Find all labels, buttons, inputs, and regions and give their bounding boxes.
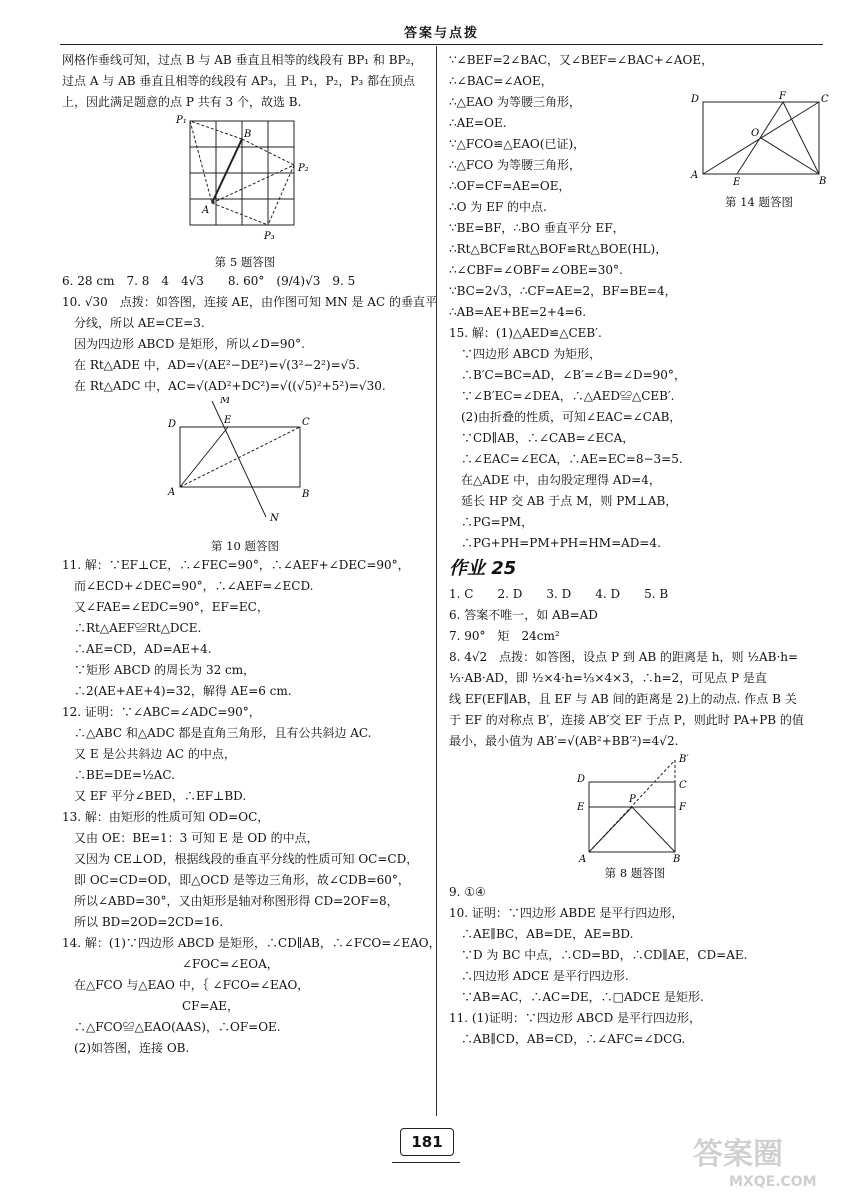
fig8-label: P [629, 794, 636, 805]
text-line: ∵矩形 ABCD 的周长为 32 cm， [62, 663, 256, 677]
fig8-label: A [579, 854, 587, 864]
text-line: ∴Rt△BCF≌Rt△BOF≌Rt△BOE(HL)， [449, 242, 668, 256]
fig5-label: B [244, 129, 252, 140]
text-line: (2)由折叠的性质，可知∠EAC=∠CAB， [449, 410, 682, 424]
fig14-label: C [821, 94, 829, 105]
left-text-block-a [62, 50, 428, 113]
fig14-label: B [819, 176, 827, 186]
right-text-block-b [449, 584, 821, 752]
figure-5 [62, 113, 428, 253]
fig8-label: F [679, 802, 686, 813]
right-top-area [449, 50, 829, 554]
fig10-label: E [224, 415, 232, 426]
fig14-label: O [751, 128, 760, 139]
text-line: ∴△ABC 和△ADC 都是直角三角形，且有公共斜边 AC. [62, 726, 372, 740]
text-line: 而∠ECD+∠DEC=90°，∴∠AEF=∠ECD. [62, 579, 314, 593]
text-line: 所以∠ABD=30°，又由矩形是轴对称图形得 CD=2OF=8， [62, 894, 399, 908]
figure-10-diagram [62, 397, 428, 537]
text-line: 又由 OE：BE=1：3 可知 E 是 OD 的中点， [62, 831, 319, 845]
left-text-block-c [62, 555, 441, 1059]
column-divider [436, 46, 437, 1116]
fig5-label: P₂ [298, 163, 309, 174]
text-line: ∵D 为 BC 中点，∴CD=BD，∴CD∥AE，CD=AE. [449, 948, 748, 962]
fig10-label: B [302, 489, 310, 500]
text-line: 又∠FAE=∠EDC=90°，EF=EC， [62, 600, 269, 614]
fig10-label: M [220, 397, 231, 406]
fig5-label: A [202, 205, 210, 216]
text-line: ∴AB=AE+BE=2+4=6. [449, 305, 587, 319]
text-line: 所以 BD=2OD=2CD=16. [62, 915, 224, 929]
text-line: 过点 A 与 AB 垂直且相等的线段有 AP₃，且 P₁，P₂，P₃ 都在顶点 [62, 74, 416, 88]
figure-8-diagram [449, 752, 821, 864]
text-line: ∵△FCO≌△EAO(已证)， [449, 137, 586, 151]
text-line: 上，因此满足题意的点 P 共有 3 个，故选 B. [62, 95, 302, 109]
text-line: ∵∠B′EC=∠DEA，∴△AED≌△CEB′. [449, 389, 675, 403]
text-line: ∴四边形 ADCE 是平行四边形. [449, 969, 629, 983]
text-line: 7. 90° 矩 24cm² [449, 629, 560, 643]
text-line: 10. √30 点拨：如答图，连接 AE，由作图可知 MN 是 AC 的垂直平 [62, 295, 437, 309]
text-line: ∴AE∥BC，AB=DE，AE=BD. [449, 927, 634, 941]
header-rule [60, 44, 823, 45]
text-line: ∴∠CBF=∠OBF=∠OBE=30°. [449, 263, 623, 277]
text-line: 即 OC=CD=OD，即△OCD 是等边三角形，故∠CDB=60°， [62, 873, 410, 887]
text-line: ∴2(AE+AE+4)=32，解得 AE=6 cm. [62, 684, 292, 698]
figure-14-diagram [689, 90, 829, 186]
text-line: 分线，所以 AE=CE=3. [62, 316, 205, 330]
text-line: ∴∠EAC=∠ECA，∴AE=EC=8−3=5. [449, 452, 683, 466]
fig8-label: E [577, 802, 585, 813]
text-line: ∴△FCO 为等腰三角形， [449, 158, 582, 172]
header-title: 答案与点拨 [403, 26, 479, 41]
text-line: ∴∠BAC=∠AOE， [449, 74, 553, 88]
fig14-label: F [779, 91, 786, 102]
right-text-block-c [449, 882, 821, 1050]
text-line: 9. ①④ [449, 885, 486, 899]
figure-10-caption: 第 10 题答图 [211, 539, 279, 553]
fig10-label: D [168, 419, 177, 430]
figure-5-caption: 第 5 题答图 [214, 255, 276, 269]
text-line: 又因为 CE⊥OD，根据线段的垂直平分线的性质可知 OC=CD， [62, 852, 419, 866]
text-line: ⅓·AB·AD，即 ½×4·h=⅓×4×3，∴h=2，可见点 P 是直 [449, 671, 767, 685]
text-line: ∴OF=CF=AE=OE， [449, 179, 571, 193]
text-line: ∠FOC=∠EOA， [62, 957, 279, 971]
fig14-label: A [691, 170, 699, 181]
section-title: 作业 25 [449, 558, 517, 579]
text-line: 13. 解：由矩形的性质可知 OD=OC， [62, 810, 270, 824]
fig5-label: P₃ [264, 231, 275, 242]
text-line: ∵BC=2√3，∴CF=AE=2，BF=BE=4， [449, 284, 677, 298]
fig10-label: C [302, 417, 310, 428]
text-line: 在△ADE 中，由勾股定理得 AD=4， [449, 473, 661, 487]
fig8-label: B [673, 854, 681, 864]
text-line: 因为四边形 ABCD 是矩形，所以∠D=90°. [62, 337, 305, 351]
text-line: ∵∠BEF=2∠BAC，又∠BEF=∠BAC+∠AOE， [449, 53, 714, 67]
text-line: ∴△FCO≌△EAO(AAS)，∴OF=OE. [62, 1020, 281, 1034]
text-line: ∴PG+PH=PM+PH=HM=AD=4. [449, 536, 661, 550]
figure-5-diagram [62, 113, 428, 253]
text-line: ∴AB∥CD，AB=CD，∴∠AFC=∠DCG. [449, 1032, 686, 1046]
left-text-block-b [62, 271, 437, 397]
watermark-logo [689, 1130, 839, 1190]
text-line: ∴BE=DE=½AC. [62, 768, 175, 782]
text-line: 又 EF 平分∠BED，∴EF⊥BD. [62, 789, 247, 803]
text-line: ∴△EAO 为等腰三角形， [449, 95, 581, 109]
text-line: ∵CD∥AB，∴∠CAB=∠ECA， [449, 431, 635, 445]
text-line: 延长 HP 交 AB 于点 M，则 PM⊥AB， [449, 494, 678, 508]
text-line: 线 EF(EF∥AB，且 EF 与 AB 间的距离是 2)上的动点. 作点 B 关 [449, 692, 797, 706]
fig8-label: D [577, 774, 586, 785]
text-line: ∵BE=BF，∴BO 垂直平分 EF， [449, 221, 625, 235]
figure-14-caption: 第 14 题答图 [725, 195, 793, 209]
fig14-label: E [733, 177, 741, 186]
text-line: ∴PG=PM， [449, 515, 534, 529]
figure-8-caption: 第 8 题答图 [604, 866, 666, 880]
page-number: 181 [400, 1128, 454, 1156]
text-line: 在 Rt△ADC 中，AC=√(AD²+DC²)=√((√5)²+5²)=√30. [62, 379, 386, 393]
text-line: CF=AE， [62, 999, 239, 1013]
text-line: 8. 4√2 点拨：如答图，设点 P 到 AB 的距离是 h，则 ½AB·h= [449, 650, 799, 664]
fig14-label: D [691, 94, 700, 105]
text-line: 11. 解：∵EF⊥CE，∴∠FEC=90°，∴∠AEF+∠DEC=90°， [62, 558, 410, 572]
right-column [449, 50, 829, 1050]
text-line: 网格作垂线可知，过点 B 与 AB 垂直且相等的线段有 BP₁ 和 BP₂， [62, 53, 423, 67]
text-line: 15. 解：(1)△AED≌△CEB′. [449, 326, 602, 340]
fig10-label: N [270, 513, 279, 524]
text-line: ∴AE=CD，AD=AE+4. [62, 642, 212, 656]
figure-14 [689, 90, 829, 211]
text-line: 又 E 是公共斜边 AC 的中点， [62, 747, 236, 761]
text-line: ∴Rt△AEF≌Rt△DCE. [62, 621, 202, 635]
watermark-text: 答案圈 [693, 1137, 783, 1172]
figure-8 [449, 752, 821, 864]
fig8-label: C [679, 780, 687, 791]
text-line: ∴O 为 EF 的中点. [449, 200, 547, 214]
text-line: 在△FCO 与△EAO 中，｛ ∠FCO=∠EAO， [62, 978, 310, 992]
text-line: ∵AB=AC，∴AC=DE，∴□ADCE 是矩形. [449, 990, 704, 1004]
text-line: 1. C 2. D 3. D 4. D 5. B [449, 587, 669, 601]
text-line: ∴AE=OE. [449, 116, 507, 130]
text-line: (2)如答图，连接 OB. [62, 1041, 190, 1055]
text-line: ∴B′C=BC=AD，∠B′=∠B=∠D=90°， [449, 368, 686, 382]
fig10-label: A [168, 487, 176, 498]
fig5-label: P₁ [176, 115, 187, 126]
text-line: ∵四边形 ABCD 为矩形， [449, 347, 602, 361]
fig8-label: B′ [679, 754, 689, 765]
text-line: 6. 28 cm 7. 8 4 4√3 8. 60° (9/4)√3 9. 5 [62, 274, 356, 288]
text-line: 最小，最小值为 AB′=√(AB²+BB′²)=4√2. [449, 734, 679, 748]
left-column [62, 50, 441, 1059]
figure-10 [62, 397, 428, 537]
page-header [60, 18, 823, 44]
text-line: 14. 解：(1)∵四边形 ABCD 是矩形，∴CD∥AB，∴∠FCO=∠EAO， [62, 936, 441, 950]
text-line: 在 Rt△ADE 中，AD=√(AE²−DE²)=√(3²−2²)=√5. [62, 358, 360, 372]
text-line: 11. (1)证明：∵四边形 ABCD 是平行四边形， [449, 1011, 702, 1025]
watermark-sub: MXQE.COM [729, 1174, 817, 1190]
text-line: 10. 证明：∵四边形 ABDE 是平行四边形， [449, 906, 684, 920]
text-line: 6. 答案不唯一，如 AB=AD [449, 608, 598, 622]
text-line: 12. 证明：∵∠ABC=∠ADC=90°， [62, 705, 261, 719]
text-line: 于 EF 的对称点 B′，连接 AB′交 EF 于点 P，则此时 PA+PB 的值 [449, 713, 804, 727]
